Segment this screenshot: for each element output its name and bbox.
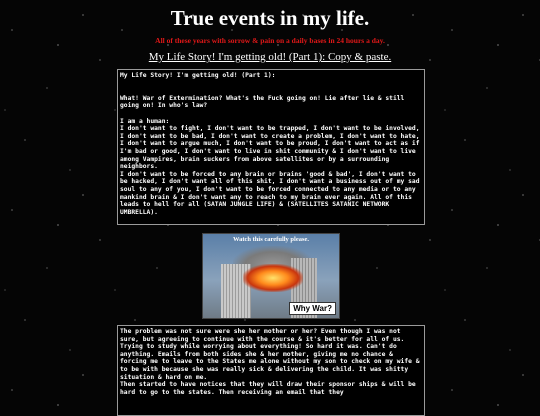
image-badge: Why War? [289,302,336,315]
page-subtitle: All of these years with sorrow & pain on a daily bases in 24 hours a day. [155,36,385,45]
image-caption: Watch this carefully please. [232,236,310,243]
story-part1-link[interactable]: My Life Story! I'm getting old! (Part 1): Copy & paste. [148,51,392,63]
page-title: True events in my life. [170,6,370,30]
story-textbox-2[interactable]: The problem was not sure were she her mother or her? Even though I was not sure, but agreeing to continue with the course & it's better for all of us. Trying to study while worrying about everything! So hard it was. Can't do anything. Emails from both sides she & her mother, giving me no chance & forcing me to leave to the States me alone without my son to check on my wife & to be with because she was really sick & delivering the child. It was shitty situation & hard on me. Then started to have notices that they will draw their sponsor ships & will be hard to go to the states. Then receiving an email that they [117,325,425,416]
fire-shape [243,264,303,292]
war-image[interactable] [202,233,340,319]
story-textbox-1[interactable]: My Life Story! I'm getting old! (Part 1): What! War of Extermination? What's the Fuck going on! Lie after lie & still going on! In who's law? I am a human: I don't want to fight, I don't want to be trapped, I don't want to be involved, I don't want to be bad, I don't want to create a problem, I don't want to hate, I don't want to argue much, I don't want to be proud, I don't want to act as if I'm bad or good, I don't want to live in shit community & I don't want to live among Vampires, brain suckers from above satellites or by a surrounding neighbors. I don't want to be forced to any brain or brains 'good & bad', I don't want to be hacked, I don't want all of this shit, I don't want a business out of my sad soul to any of you, I don't want to be forced connected to any media or to any mankind brain & I don't want any to reach to my brain ever again. All of this leads to hell for all (SATAN JUNGLE LIFE) & (SATELLITES SATANIC NETWORK UMBRELLA). [117,69,425,225]
